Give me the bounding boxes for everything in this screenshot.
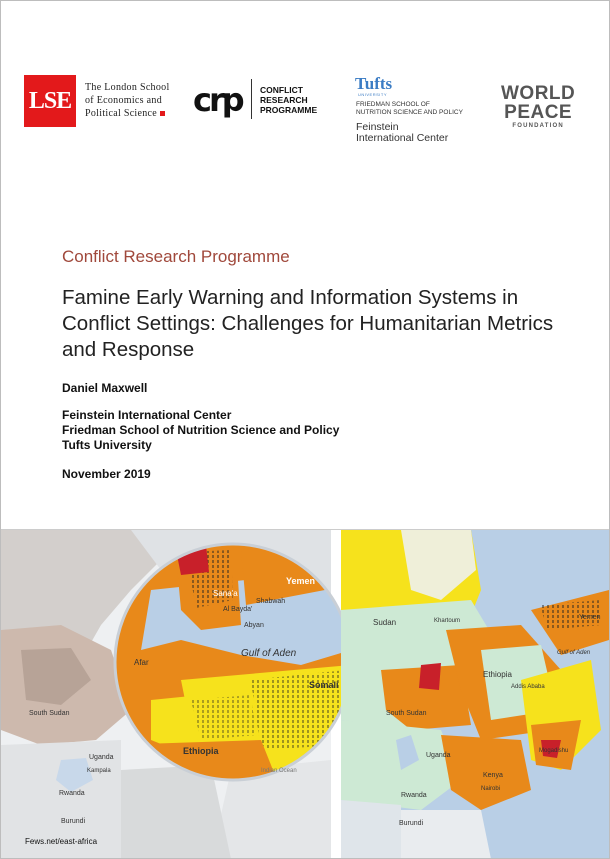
- map-source-credit: Fews.net/east-africa: [25, 837, 98, 846]
- crp-divider: [251, 79, 252, 119]
- report-title: Famine Early Warning and Information Systems in Conflict Settings: Challenges for Humanitarian Metrics and Response: [62, 286, 554, 361]
- map-label-abyan: Abyan: [244, 622, 264, 629]
- map-label-sanaa: Sana'a: [213, 589, 238, 598]
- map-label-khartoum: Khartoum: [434, 618, 461, 624]
- map-label-uganda: Uganda: [426, 752, 451, 759]
- map-label-yemen-right: Yemen: [579, 614, 601, 621]
- map-label-gulf-of-aden-right: Gulf of Aden: [557, 650, 591, 656]
- map-label-south-sudan-left: South Sudan: [29, 710, 70, 717]
- programme-name: Conflict Research Programme: [62, 247, 290, 266]
- map-label-ethiopia-right: Ethiopia: [483, 670, 512, 679]
- map-label-mogadishu: Mogadishu: [539, 748, 569, 754]
- world-peace-foundation-logo: WORLD PEACE FOUNDATION: [501, 83, 576, 129]
- author-affiliation: Feinstein International Center Friedman School of Nutrition Science and Policy Tufts University: [62, 408, 340, 452]
- crp-logo: crp: [193, 81, 242, 119]
- lse-logo: LSE: [24, 75, 76, 127]
- publication-date: November 2019: [62, 467, 151, 481]
- tufts-logo: Tufts: [355, 74, 393, 93]
- map-label-kenya: Kenya: [483, 772, 503, 779]
- crp-name: CONFLICT RESEARCH PROGRAMME: [260, 85, 318, 115]
- famine-map-image: [1, 529, 609, 859]
- map-label-somali: Somali: [309, 680, 339, 690]
- map-label-ethiopia: Ethiopia: [183, 746, 219, 756]
- map-label-sudan: Sudan: [373, 618, 397, 627]
- map-label-kampala: Kampala: [87, 768, 111, 774]
- friedman-school-name: FRIEDMAN SCHOOL OF NUTRITION SCIENCE AND POLICY: [356, 101, 463, 116]
- feinstein-name: Feinstein International Center: [356, 121, 449, 144]
- tufts-university: UNIVERSITY: [358, 92, 388, 97]
- map-label-addis-ababa: Addis Ababa: [511, 684, 545, 690]
- map-label-uganda-left: Uganda: [89, 754, 114, 761]
- map-label-south-sudan-right: South Sudan: [386, 710, 427, 717]
- map-label-afar: Afar: [134, 658, 149, 667]
- author-name: Daniel Maxwell: [62, 381, 148, 395]
- map-label-rwanda-left: Rwanda: [59, 790, 85, 797]
- map-label-shabwah: Shabwah: [256, 598, 286, 605]
- map-label-indian-ocean: Indian Ocean: [261, 768, 297, 774]
- lse-line: of Economics and: [85, 95, 163, 106]
- map-label-gulf-of-aden: Gulf of Aden: [241, 648, 297, 659]
- map-label-burundi-left: Burundi: [61, 818, 86, 825]
- lse-line: The London School: [85, 82, 170, 93]
- lse-name: [85, 81, 170, 120]
- map-label-al-bayda: Al Bayda': [223, 606, 253, 613]
- map-label-yemen: Yemen: [286, 576, 316, 586]
- map-label-nairobi: Nairobi: [481, 786, 501, 792]
- map-label-rwanda: Rwanda: [401, 792, 427, 799]
- lse-line: Political Science: [85, 107, 170, 120]
- map-label-burundi: Burundi: [399, 820, 424, 827]
